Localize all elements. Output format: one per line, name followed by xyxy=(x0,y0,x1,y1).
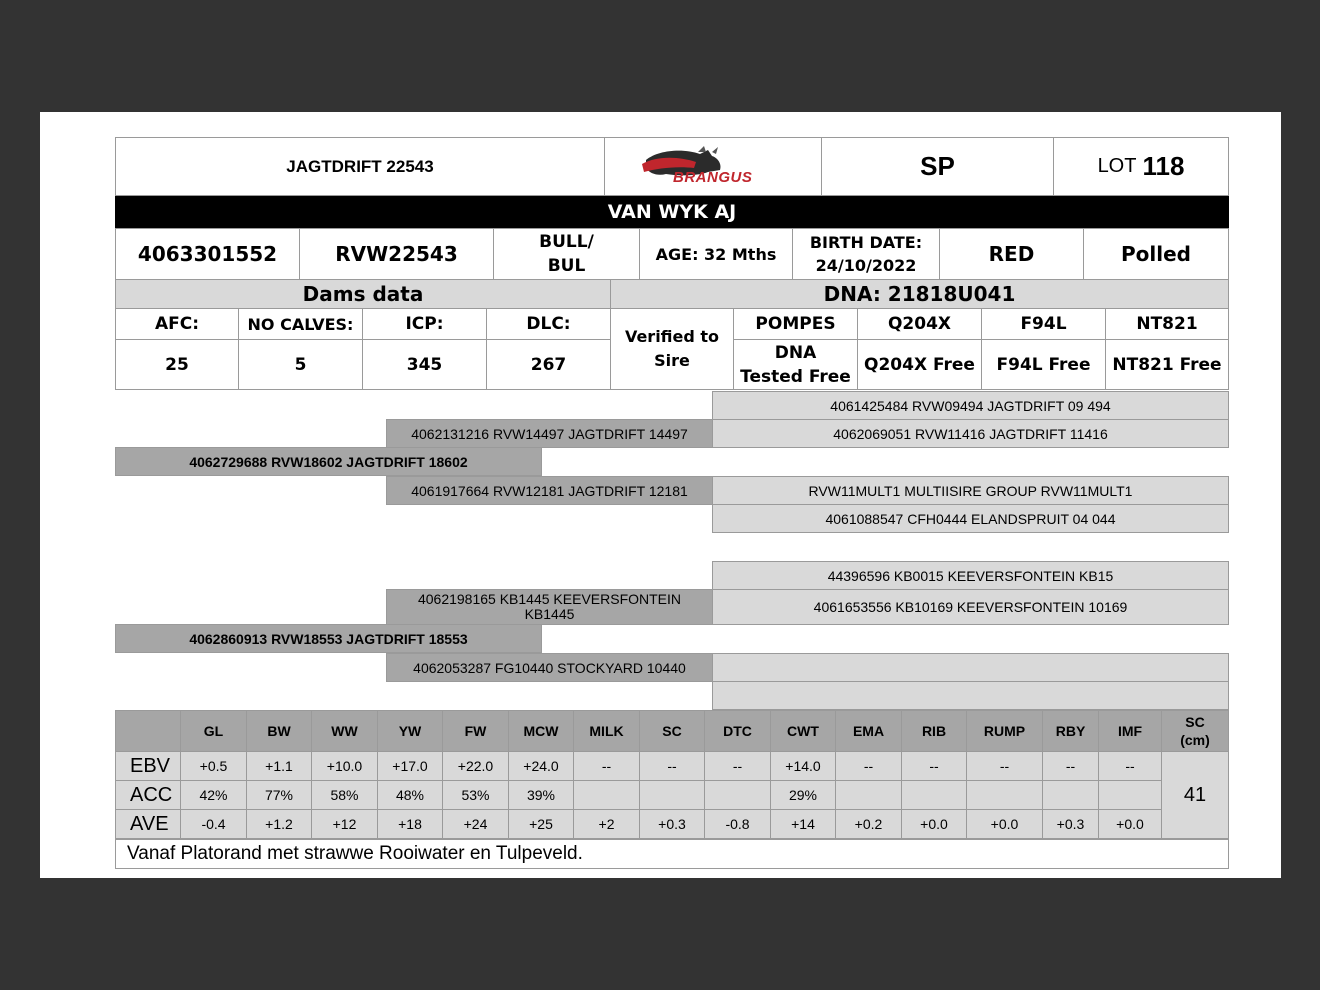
ebv-header-dtc: DTC xyxy=(704,710,771,752)
ebv-ebv-cwt: +14.0 xyxy=(770,751,836,781)
sc-header-line2: (cm) xyxy=(1180,732,1210,748)
pedigree-dam-dam-sire xyxy=(712,653,1229,682)
ebv-header-yw: YW xyxy=(377,710,443,752)
ebv-acc-rby xyxy=(1042,780,1099,810)
verified-line1: Verified to xyxy=(624,327,720,346)
q204x-result: Q204X Free xyxy=(857,339,982,390)
ebv-acc-ema xyxy=(835,780,902,810)
pedigree-sire-dam: 4061917664 RVW12181 JAGTDRIFT 12181 xyxy=(386,476,713,505)
lot-number xyxy=(1053,137,1229,196)
f94l-result: F94L Free xyxy=(981,339,1106,390)
pompes-result-line2: Tested Free xyxy=(740,366,851,387)
ebv-acc-yw: 48% xyxy=(377,780,443,810)
ebv-ebv-fw: +22.0 xyxy=(442,751,509,781)
ebv-ave-ww: +12 xyxy=(311,809,378,839)
pedigree-dam-sire-sire: 44396596 KB0015 KEEVERSFONTEIN KB15 xyxy=(712,561,1229,590)
pedigree-sire-sire-dam: 4062069051 RVW11416 JAGTDRIFT 11416 xyxy=(712,419,1229,448)
lot-value: 118 xyxy=(1142,151,1185,181)
sc-header-line1: SC xyxy=(1185,714,1205,730)
ebv-acc-rib xyxy=(901,780,967,810)
afc-value: 25 xyxy=(115,339,239,390)
pedigree-dam: 4062860913 RVW18553 JAGTDRIFT 18553 xyxy=(115,624,542,653)
sex-line1: BULL/ xyxy=(539,232,594,252)
pedigree-sire-dam-dam: 4061088547 CFH0444 ELANDSPRUIT 04 044 xyxy=(712,504,1229,533)
icp-value: 345 xyxy=(362,339,487,390)
ebv-ave-bw: +1.2 xyxy=(246,809,312,839)
ebv-ebv-ww: +10.0 xyxy=(311,751,378,781)
lot-label: LOT xyxy=(1097,155,1137,177)
no-calves-value: 5 xyxy=(238,339,363,390)
ebv-ebv-imf: -- xyxy=(1098,751,1162,781)
icp-header: ICP: xyxy=(362,308,487,340)
ebv-ebv-bw: +1.1 xyxy=(246,751,312,781)
ebv-ave-milk: +2 xyxy=(573,809,640,839)
ebv-ebv-rby: -- xyxy=(1042,751,1099,781)
birth-date-label: BIRTH DATE: xyxy=(809,233,923,252)
ebv-ave-rby: +0.3 xyxy=(1042,809,1099,839)
ebv-header-rby: RBY xyxy=(1042,710,1099,752)
f94l-header: F94L xyxy=(981,308,1106,340)
ebv-header-sc: SC xyxy=(639,710,705,752)
verified-to-sire xyxy=(610,308,734,390)
breeder-name: VAN WYK AJ xyxy=(115,196,1229,228)
ebv-ave-rump: +0.0 xyxy=(966,809,1043,839)
ebv-ave-fw: +24 xyxy=(442,809,509,839)
pedigree-dam-sire-dam: 4061653556 KB10169 KEEVERSFONTEIN 10169 xyxy=(712,589,1229,625)
ebv-ebv-gl: +0.5 xyxy=(180,751,247,781)
ebv-ave-sc: +0.3 xyxy=(639,809,705,839)
nt821-header: NT821 xyxy=(1105,308,1229,340)
pedigree-sire-dam-sire: RVW11MULT1 MULTIISIRE GROUP RVW11MULT1 xyxy=(712,476,1229,505)
pedigree-sire: 4062729688 RVW18602 JAGTDRIFT 18602 xyxy=(115,447,542,476)
ebv-ave-mcw: +25 xyxy=(508,809,574,839)
dna-title: DNA: 21818U041 xyxy=(610,279,1229,309)
ebv-ebv-yw: +17.0 xyxy=(377,751,443,781)
ebv-acc-mcw: 39% xyxy=(508,780,574,810)
ebv-header-ww: WW xyxy=(311,710,378,752)
ebv-header-mcw: MCW xyxy=(508,710,574,752)
sc-value: 41 xyxy=(1161,751,1229,839)
sex xyxy=(493,228,640,280)
ebv-ebv-rump: -- xyxy=(966,751,1043,781)
farm-name: JAGTDRIFT 22543 xyxy=(115,137,605,196)
registration-number: RVW22543 xyxy=(299,228,494,280)
brangus-logo xyxy=(604,137,822,196)
ebv-ebv-rib: -- xyxy=(901,751,967,781)
brangus-logo-text: BRANGUS xyxy=(673,169,753,186)
ebv-header-bw: BW xyxy=(246,710,312,752)
ebv-row-label-ebv: EBV xyxy=(115,751,181,781)
sex-line2: BUL xyxy=(547,256,586,276)
ebv-acc-ww: 58% xyxy=(311,780,378,810)
ebv-header-fw: FW xyxy=(442,710,509,752)
ebv-ave-rib: +0.0 xyxy=(901,809,967,839)
pompes-result-line1: DNA xyxy=(774,342,817,363)
ebv-acc-bw: 77% xyxy=(246,780,312,810)
sale-note: Vanaf Platorand met strawwe Rooiwater en Tulpeveld. xyxy=(115,839,1229,869)
ebv-header-sc-cm xyxy=(1161,710,1229,752)
ebv-header-rib: RIB xyxy=(901,710,967,752)
nt821-result: NT821 Free xyxy=(1105,339,1229,390)
ebv-acc-cwt: 29% xyxy=(770,780,836,810)
pompes-result xyxy=(733,339,858,390)
birth-date-value: 24/10/2022 xyxy=(815,256,917,275)
dlc-header: DLC: xyxy=(486,308,611,340)
age: AGE: 32 Mths xyxy=(639,228,793,280)
horn-status: Polled xyxy=(1083,228,1229,280)
dlc-value: 267 xyxy=(486,339,611,390)
birth-date xyxy=(792,228,940,280)
ebv-acc-imf xyxy=(1098,780,1162,810)
ebv-ave-gl: -0.4 xyxy=(180,809,247,839)
pedigree-dam-dam-dam xyxy=(712,681,1229,710)
verified-line2: Sire xyxy=(654,351,690,370)
ebv-row-label-acc: ACC xyxy=(115,780,181,810)
pedigree-sire-sire: 4062131216 RVW14497 JAGTDRIFT 14497 xyxy=(386,419,713,448)
ebv-header-milk: MILK xyxy=(573,710,640,752)
ebv-ebv-mcw: +24.0 xyxy=(508,751,574,781)
dams-data-title: Dams data xyxy=(115,279,611,309)
ebv-acc-gl: 42% xyxy=(180,780,247,810)
status-badge: SP xyxy=(821,137,1054,196)
ebv-acc-dtc xyxy=(704,780,771,810)
ebv-acc-milk xyxy=(573,780,640,810)
ebv-ebv-ema: -- xyxy=(835,751,902,781)
q204x-header: Q204X xyxy=(857,308,982,340)
ebv-corner xyxy=(115,710,181,752)
ebv-ebv-milk: -- xyxy=(573,751,640,781)
ebv-ave-imf: +0.0 xyxy=(1098,809,1162,839)
ebv-acc-sc xyxy=(639,780,705,810)
no-calves-header: NO CALVES: xyxy=(238,308,363,340)
ebv-row-label-ave: AVE xyxy=(115,809,181,839)
ebv-ave-dtc: -0.8 xyxy=(704,809,771,839)
ebv-acc-fw: 53% xyxy=(442,780,509,810)
ebv-ave-yw: +18 xyxy=(377,809,443,839)
ebv-acc-rump xyxy=(966,780,1043,810)
ebv-header-imf: IMF xyxy=(1098,710,1162,752)
pedigree-dam-dam: 4062053287 FG10440 STOCKYARD 10440 xyxy=(386,653,713,682)
colour: RED xyxy=(939,228,1084,280)
ebv-header-ema: EMA xyxy=(835,710,902,752)
pedigree-dam-sire: 4062198165 KB1445 KEEVERSFONTEIN KB1445 xyxy=(386,589,713,625)
ebv-ebv-dtc: -- xyxy=(704,751,771,781)
afc-header: AFC: xyxy=(115,308,239,340)
ebv-ave-cwt: +14 xyxy=(770,809,836,839)
animal-id: 4063301552 xyxy=(115,228,300,280)
ebv-header-cwt: CWT xyxy=(770,710,836,752)
pedigree-sire-sire-sire: 4061425484 RVW09494 JAGTDRIFT 09 494 xyxy=(712,391,1229,420)
ebv-header-rump: RUMP xyxy=(966,710,1043,752)
pompes-header: POMPES xyxy=(733,308,858,340)
ebv-ebv-sc: -- xyxy=(639,751,705,781)
sale-card xyxy=(40,112,1281,878)
ebv-header-gl: GL xyxy=(180,710,247,752)
ebv-ave-ema: +0.2 xyxy=(835,809,902,839)
